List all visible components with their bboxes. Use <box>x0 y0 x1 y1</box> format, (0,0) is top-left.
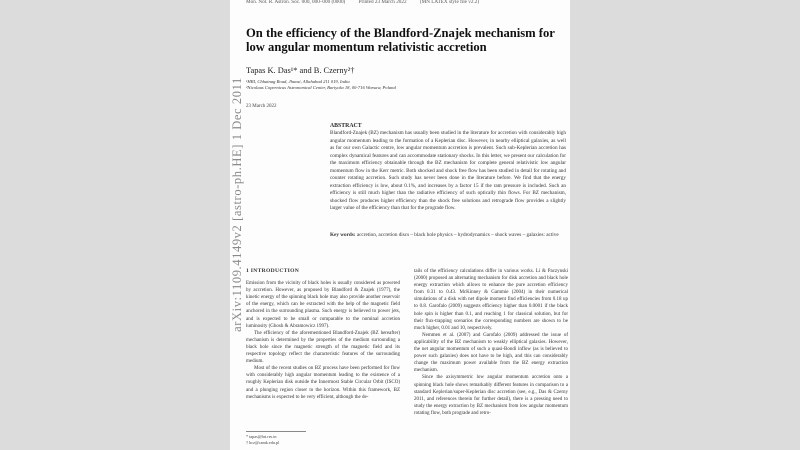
right-column <box>414 268 568 417</box>
affiliation-2: ²Nicolaus Copernicus Astronomical Center, Bartycka 18, 00-716 Warsaw, Poland <box>246 85 396 90</box>
journal-name: Mon. Not. R. Astron. Soc. 000, 000–000 (0000) <box>246 0 346 5</box>
affiliation-1: ¹HRI, Chhatnag Road, Jhunsi, Allahabad 211 019, India <box>246 79 350 84</box>
footnote-1: * tapas@hri.res.in <box>246 434 277 439</box>
keywords-label: Key words: <box>330 232 356 238</box>
abstract-text: Blandford-Znajek (BZ) mechanism has usually been studied in the literature for accretion with considerably high angular momentum leading to the formation of a Keplerian disc. However, in nearby elliptical galaxies, as well as for our own Galactic centre, low angular momentum accretion is prevalent. Such sub-Keplerian accretion has complex dynamical features and can accommodate stationary shocks. In this letter, we present our calculation for the maximum efficiency obtainable through the BZ mechanism for complete general relativistic low angular momentum flow in the Kerr metric. Both shocked and shock free flow has been studied in detail for rotating and counter rotating accretion. Such study has never been done in the literature before. We find that the energy extraction efficiency is low, about 0.1%, and increases by a factor 15 if the ram pressure is included. Such an efficiency is still much higher than the radiative efficiency of such optically thin flows. For BZ mechanism, shocked flow produces higher efficiency than the shock free solutions and retrograde flow provides a slightly larger value of the efficiency than that for the prograde flow. <box>330 130 566 211</box>
paper-page <box>230 0 570 450</box>
keywords <box>330 232 566 240</box>
abstract-heading: ABSTRACT <box>330 123 362 129</box>
printed-date: Printed 23 March 2022 <box>358 0 407 5</box>
footnotes <box>246 434 279 446</box>
section-heading: 1 INTRODUCTION <box>246 268 300 274</box>
running-header <box>246 0 491 5</box>
paragraph: Nemmen et al. (2007) and Garofalo (2009) addressed the issue of applicability of the BZ mechanism to weakly elliptical galaxies. However, the net angular momentum of such a quasi-Bondi inflow (as is believed to power such galaxies) does not have to be high, and this can considerably change the maximum power available from the BZ energy extraction mechanism. <box>414 332 568 374</box>
paragraph: tails of the efficiency calculations differ in various works. Li & Paczynski (2000) proposed an alternating mechanism for disk accretion and black hole energy extraction which allows to enhance the pure accretion efficiency from 0.31 to 0.43. McKinney & Gammie (2004) in their numerical simulations of a disk with net dipole moment find efficiencies from 0.18 up to 0.8. Garofalo (2009) suggests efficiency higher than 0.0001 if the black hole spin is higher than 0.1, and reaching 1 for classical solution, but for their flux-trapping scenarios the corresponding numbers are shown to be much higher, 0.01 and 10, respectively. <box>414 269 568 331</box>
left-column <box>246 268 400 401</box>
paper-title: On the efficiency of the Blandford-Znajek mechanism for low angular momentum relativistic accretion <box>246 26 555 54</box>
paper-date: 23 March 2022 <box>246 104 277 109</box>
authors: Tapas K. Das¹* and B. Czerny²† <box>246 66 355 75</box>
arxiv-stamp: arXiv:1109.4149v2 [astro-ph.HE] 1 Dec 2011 <box>230 77 244 332</box>
footnote-rule <box>246 431 306 432</box>
footnote-2: † bcz@camk.edu.pl <box>246 440 280 445</box>
paragraph: Emission from the vicinity of black holes is usually considered as powered by accretion. However, as proposed by Blandford & Znajek (1977), the kinetic energy of the spinning black hole may also provide another reservoir of the energy, which can be extracted with the help of the magnetic field anchored in the surrounding plasma. Such energy is believed to power jets, and is expected to be small or comparable to the nominal accretion luminosity (Ghosh & Abramowicz 1997). <box>246 281 400 329</box>
style-file: (MN LATEX style file v2.2) <box>419 0 480 5</box>
paragraph: Most of the recent studies on BZ process have been performed for flow with considerably high angular momentum leading to the existence of a roughly Keplerian disk outside the Innermost Stable Circular Orbit (ISCO) and a plunging region closer to the horizon. Within this framework, BZ mechanisms is expected to be very efficient, although the de- <box>246 366 400 400</box>
paragraph: Since the axisymmetric low angular momentum accretion onto a spinning black hole shows remarkably different features in comparison to a standard Keplerian/super-Keplerian disc accretion (see, e.g., Das & Czerny 2011, and references therein for further detail), there is a pressing need to study the energy extraction by BZ mechanism from low angular momentum rotating flow, both prograde and retro- <box>414 375 568 416</box>
paragraph: The efficiency of the aforementioned Blandford-Znajek (BZ hereafter) mechanism is determined by the properties of the medium surrounding a black hole since the magnetic strength of the magnetic field and its respective topology reflect the characteristic features of the surrounding medium. <box>246 330 400 365</box>
keywords-list: accretion, accretion discs – black hole physics – hydrodynamics – shock waves – galaxies: active <box>356 232 559 238</box>
